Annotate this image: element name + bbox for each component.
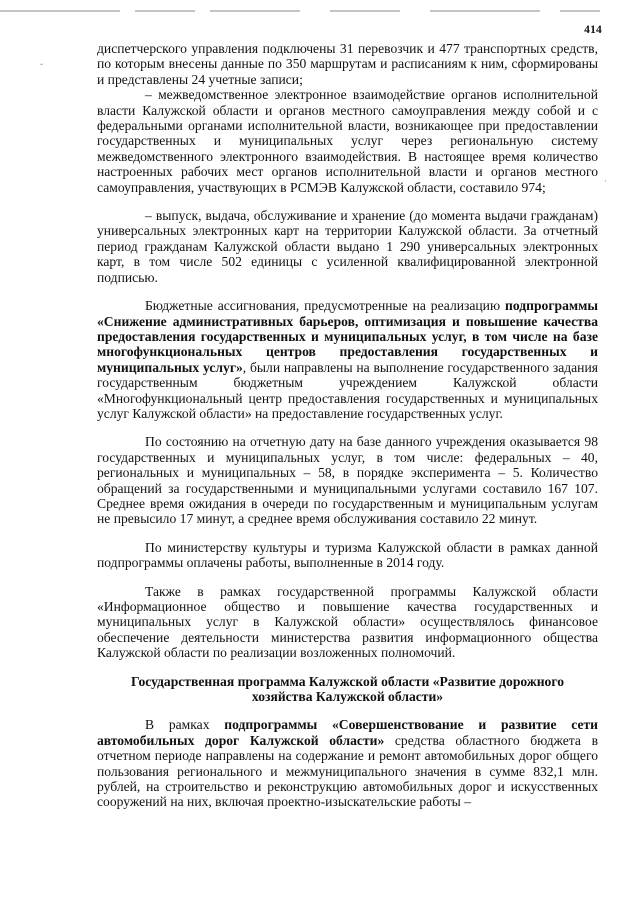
paragraph-dispatch-continuation: диспетчерского управления подключены 31 перевозчик и 477 транспортных средств, по которым внесены данные по 350 маршрутам и расписаниям к ним, сформированы и представлены 24 учетные записи; (97, 41, 598, 87)
scan-artifact-strip (0, 10, 640, 14)
scan-speck: ˇ (40, 62, 43, 72)
paragraph-interagency-interaction: – межведомственное электронное взаимодействие органов исполнительной власти Калужской области и органов местного самоуправления между собой и с федеральными органами исполнительной власти, возникающее при предоставлении государственных и муниципальных услуг через региональную систему межведомственного электронного взаимодействия. В настоящее время количество настроенных рабочих мест органов исполнительной власти и органов местного самоуправления, участвующих в РСМЭВ Калужской области, составило 974; (97, 87, 598, 195)
section-heading-road-program: Государственная программа Калужской области «Развитие дорожного хозяйства Калужской области» (131, 673, 564, 705)
subprogram-title-barriers: подпрограммы «Снижение административных барьеров, оптимизация и повышение качества предоставления государственных и муниципальных услуг, в том числе на базе многофункциональных центров предоставления государственных и муниципальных услуг» (97, 298, 598, 375)
scan-speck: · (604, 176, 607, 186)
budget-text-end: , были направлены на выполнение государственного задания государственным бюджетным учреждением Калужской области «Многофункциональный центр предоставления государственных и муниципальных услуг Калужской области» на предоставление государственных услуг. (97, 359, 598, 421)
paragraph-culture-ministry: По министерству культуры и туризма Калужской области в рамках данной подпрограммы оплачены работы, выполненные в 2014 году. (97, 539, 598, 571)
budget-text-start: Бюджетные ассигнования, предусмотренные на реализацию (145, 298, 506, 314)
road-text-start: В рамках (145, 717, 225, 733)
paragraph-service-statistics: По состоянию на отчетную дату на базе данного учреждения оказывается 98 государственных и муниципальных услуг, в том числе: федеральных – 40, региональных и муниципальных – 58, в порядке эксперимента – 5. Количество обращений за государственными и муниципальными услугами составило 167 107. Среднее время ожидания в очереди по государственным и муниципальным услугам не превысило 17 минут, а среднее время обслуживания составило 22 минут. (97, 434, 598, 527)
page-number: 414 (584, 24, 602, 36)
paragraph-budget-allocations (97, 298, 598, 421)
road-text-end: средства областного бюджета в отчетном периоде направлены на содержание и ремонт автомобильных дорог общего пользования регионального и межмуниципального значения в сумме 832,1 млн. рублей, на строительство и реконструкцию автомобильных дорог и искусственных сооружений на них, включая проектно-изыскательские работы – (97, 732, 598, 810)
document-body (97, 41, 598, 810)
subprogram-title-roads: подпрограммы «Совершенствование и развитие сети автомобильных дорог Калужской области» (97, 717, 598, 748)
paragraph-electronic-cards: – выпуск, выдача, обслуживание и хранение (до момента выдачи гражданам) универсальных электронных карт на территории Калужской области. За отчетный период гражданам Калужской области выдано 1 290 универсальных электронных карт, в том числе 502 единицы с усиленной квалифицированной электронной подписью. (97, 208, 598, 285)
paragraph-road-subprogram (97, 717, 598, 809)
paragraph-information-society: Также в рамках государственной программы Калужской области «Информационное общество и повышение качества государственных и муниципальных услуг в Калужской области» осуществлялось финансовое обеспечение деятельности министерства развития информационного общества Калужской области по реализации возложенных полномочий. (97, 583, 598, 661)
